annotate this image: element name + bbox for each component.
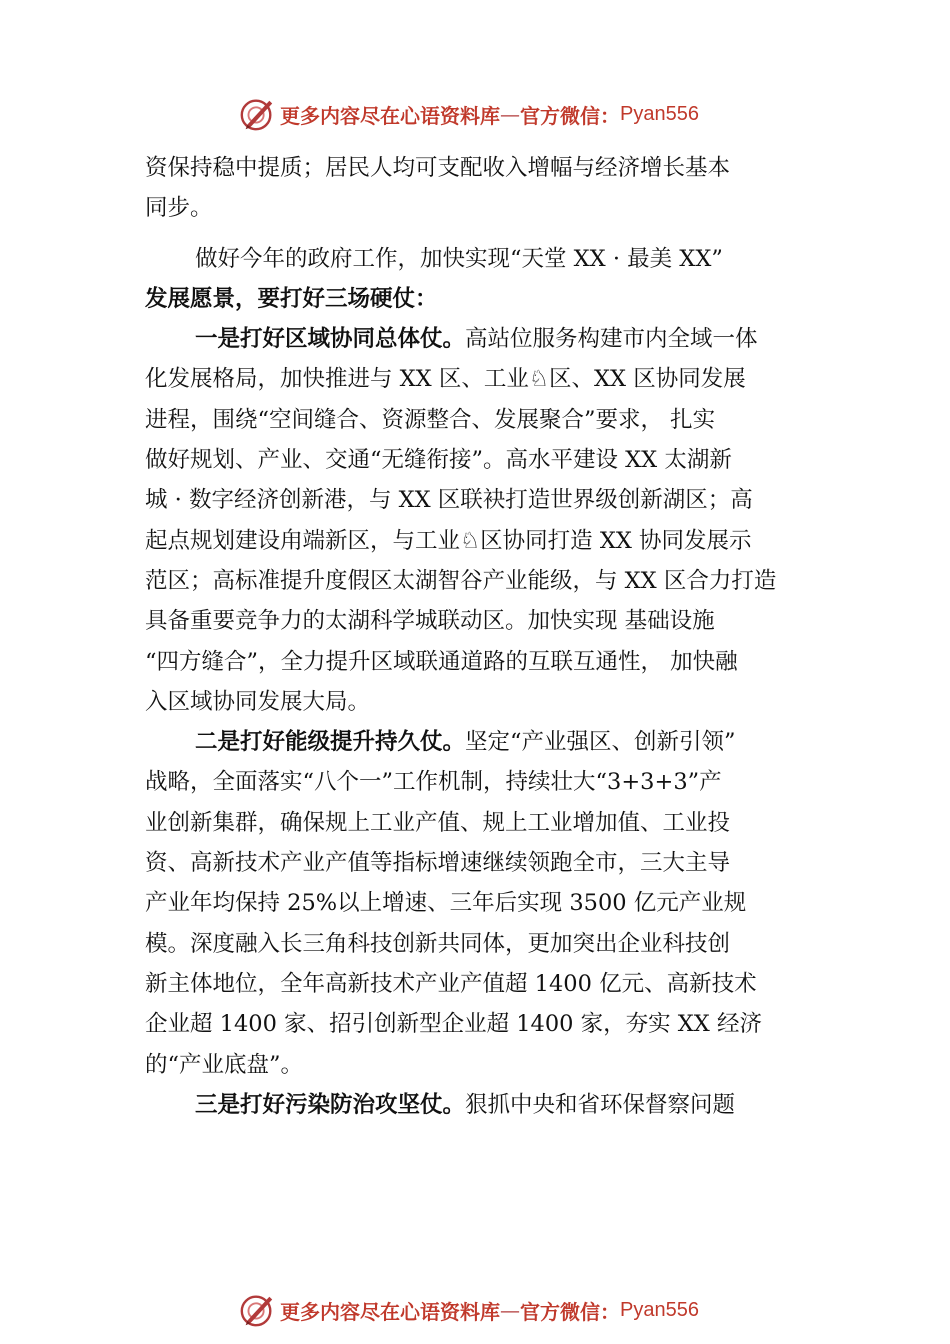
text-line: 产业年均保持 25%以上增速、三年后实现 3500 亿元产业规 [145, 890, 747, 917]
banner-title: 更多内容尽在心语资料库 [280, 1299, 500, 1324]
banner-account: Pyan556 [620, 1298, 699, 1321]
text-line: 入区域协同发展大局。 [145, 688, 371, 715]
text-line: 具备重要竞争力的太湖科学城联动区。加快实现 基础设施 [145, 608, 715, 635]
section-2-heading: 二是打好能级提升持久仗。 [195, 729, 466, 756]
banner-contact: 官方微信： [520, 1299, 620, 1324]
intro-line: 发展愿景，要打好三场硬仗： [145, 285, 438, 312]
text-line: 做好规划、产业、交通“无缝衔接”。高水平建设 XX 太湖新 [145, 447, 732, 474]
text-line: 城 · 数字经济创新港，与 XX 区联袂打造世界级创新湖区；高 [145, 487, 753, 514]
text-line: 同步。 [145, 195, 213, 222]
footer-banner [238, 1290, 699, 1330]
text-line: 企业超 1400 家、招引创新型企业超 1400 家，夯实 XX 经济 [145, 1011, 762, 1038]
text-line: 进程，围绕“空间缝合、资源整合、发展聚合”要求， 扎实 [145, 406, 716, 433]
banner-account: Pyan556 [620, 102, 699, 125]
section-1-heading: 一是打好区域协同总体仗。 [195, 326, 466, 353]
banner-title: 更多内容尽在心语资料库 [280, 103, 500, 128]
text-line: 新主体地位，全年高新技术产业产值超 1400 亿元、高新技术 [145, 970, 757, 997]
text-line: “四方缝合”，全力提升区域联通道路的互联互通性， 加快融 [145, 648, 738, 675]
text-line: 业创新集群，确保规上工业产值、规上工业增加值、工业投 [145, 809, 731, 836]
banner-contact: 官方微信： [520, 103, 620, 128]
section-3-text: 狠抓中央和省环保督察问题 [465, 1091, 736, 1118]
text-line: 范区；高标准提升度假区太湖智谷产业能级，与 XX 区合力打造 [145, 567, 777, 594]
text-line: 资、高新技术产业产值等指标增速继续领跑全市，三大主导 [145, 850, 731, 877]
text-line: 模。深度融入长三角科技创新共同体，更加突出企业科技创 [145, 930, 731, 957]
banner-separator: — [500, 1298, 520, 1322]
section-2-text: 坚定“产业强区、创新引领” [465, 729, 736, 756]
text-line: 战略，全面落实“八个一”工作机制，持续壮大“3+3+3”产 [145, 769, 722, 796]
text-line: 起点规划建设甪端新区，与工业♘区协同打造 XX 协同发展示 [145, 527, 752, 554]
text-line: 的“产业底盘”。 [145, 1051, 304, 1078]
header-banner [238, 94, 699, 134]
section-2-first-line [145, 722, 835, 762]
section-1-text: 高站位服务构建市内全域一体 [465, 326, 758, 353]
text-line: 化发展格局，加快推进与 XX 区、工业♘区、XX 区协同发展 [145, 366, 746, 393]
section-1-first-line [145, 319, 835, 359]
document-body [145, 148, 835, 1125]
pen-seal-logo-icon [238, 95, 276, 133]
section-3-heading: 三是打好污染防治攻坚仗。 [195, 1091, 466, 1118]
intro-line: 做好今年的政府工作，加快实现“天堂 XX · 最美 XX” [195, 245, 723, 272]
banner-separator: — [500, 102, 520, 126]
section-3-first-line [145, 1085, 835, 1125]
text-line: 资保持稳中提质；居民人均可支配收入增幅与经济增长基本 [145, 155, 731, 181]
pen-seal-logo-icon [238, 1291, 276, 1329]
